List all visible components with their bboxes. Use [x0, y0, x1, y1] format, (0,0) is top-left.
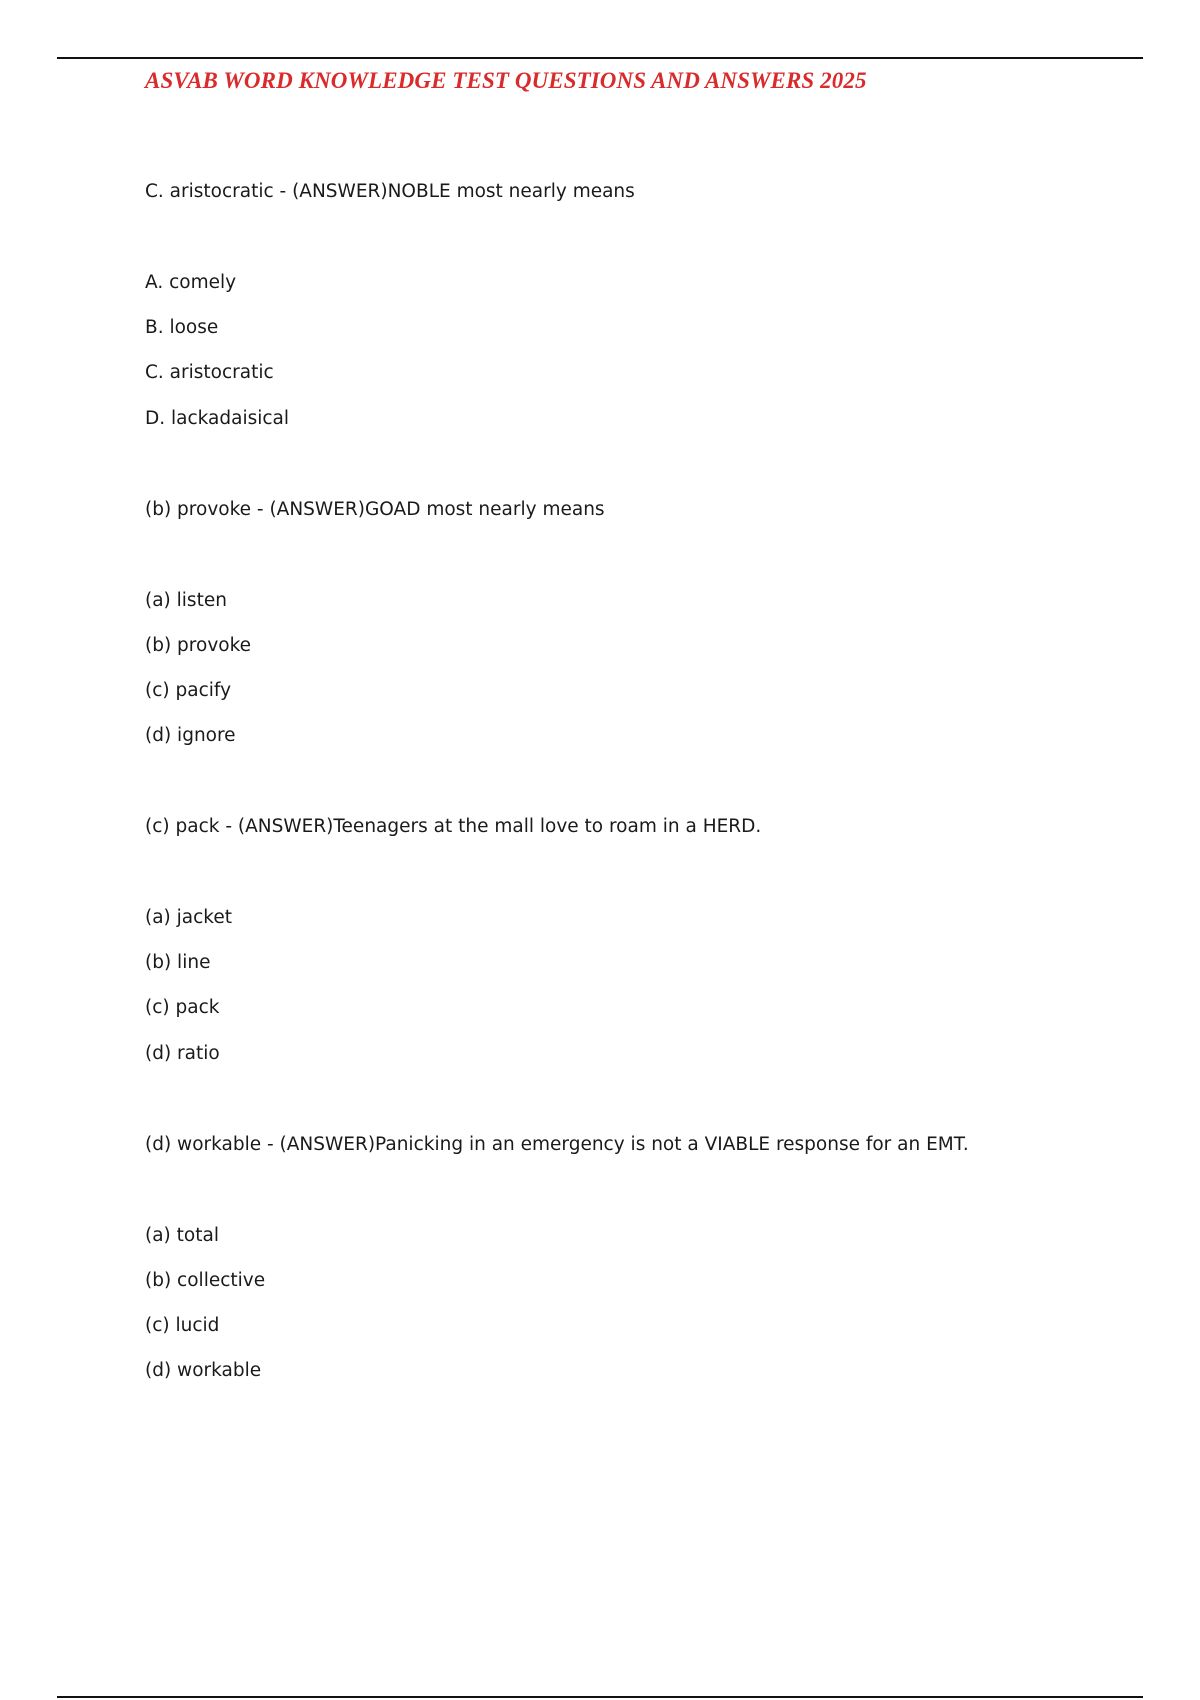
- question-1-prompt: C. aristocratic - (ANSWER)NOBLE most nearly means: [145, 181, 635, 202]
- bottom-rule: [57, 1696, 1143, 1698]
- question-3-option-d: (d) ratio: [145, 1043, 220, 1064]
- question-1-option-b: B. loose: [145, 317, 219, 338]
- document-title: ASVAB WORD KNOWLEDGE TEST QUESTIONS AND ANSWERS 2025: [145, 68, 867, 93]
- question-4-option-a: (a) total: [145, 1225, 219, 1246]
- question-3-option-c: (c) pack: [145, 997, 220, 1018]
- question-3-option-b: (b) line: [145, 952, 211, 973]
- question-2-option-c: (c) pacify: [145, 680, 232, 701]
- question-2-option-d: (d) ignore: [145, 725, 236, 746]
- question-2-prompt: (b) provoke - (ANSWER)GOAD most nearly means: [145, 499, 605, 520]
- question-4-option-b: (b) collective: [145, 1270, 266, 1291]
- question-2-option-b: (b) provoke: [145, 635, 252, 656]
- question-1-option-d: D. lackadaisical: [145, 408, 290, 429]
- question-1-option-a: A. comely: [145, 272, 237, 293]
- question-4-option-d: (d) workable: [145, 1360, 262, 1381]
- question-1-option-c: C. aristocratic: [145, 362, 274, 383]
- question-4-prompt: (d) workable - (ANSWER)Panicking in an emergency is not a VIABLE response for an EMT.: [145, 1134, 969, 1155]
- question-3-prompt: (c) pack - (ANSWER)Teenagers at the mall love to roam in a HERD.: [145, 816, 762, 837]
- top-rule: [57, 57, 1143, 59]
- question-3-option-a: (a) jacket: [145, 907, 232, 928]
- question-4-option-c: (c) lucid: [145, 1315, 220, 1336]
- question-2-option-a: (a) listen: [145, 590, 227, 611]
